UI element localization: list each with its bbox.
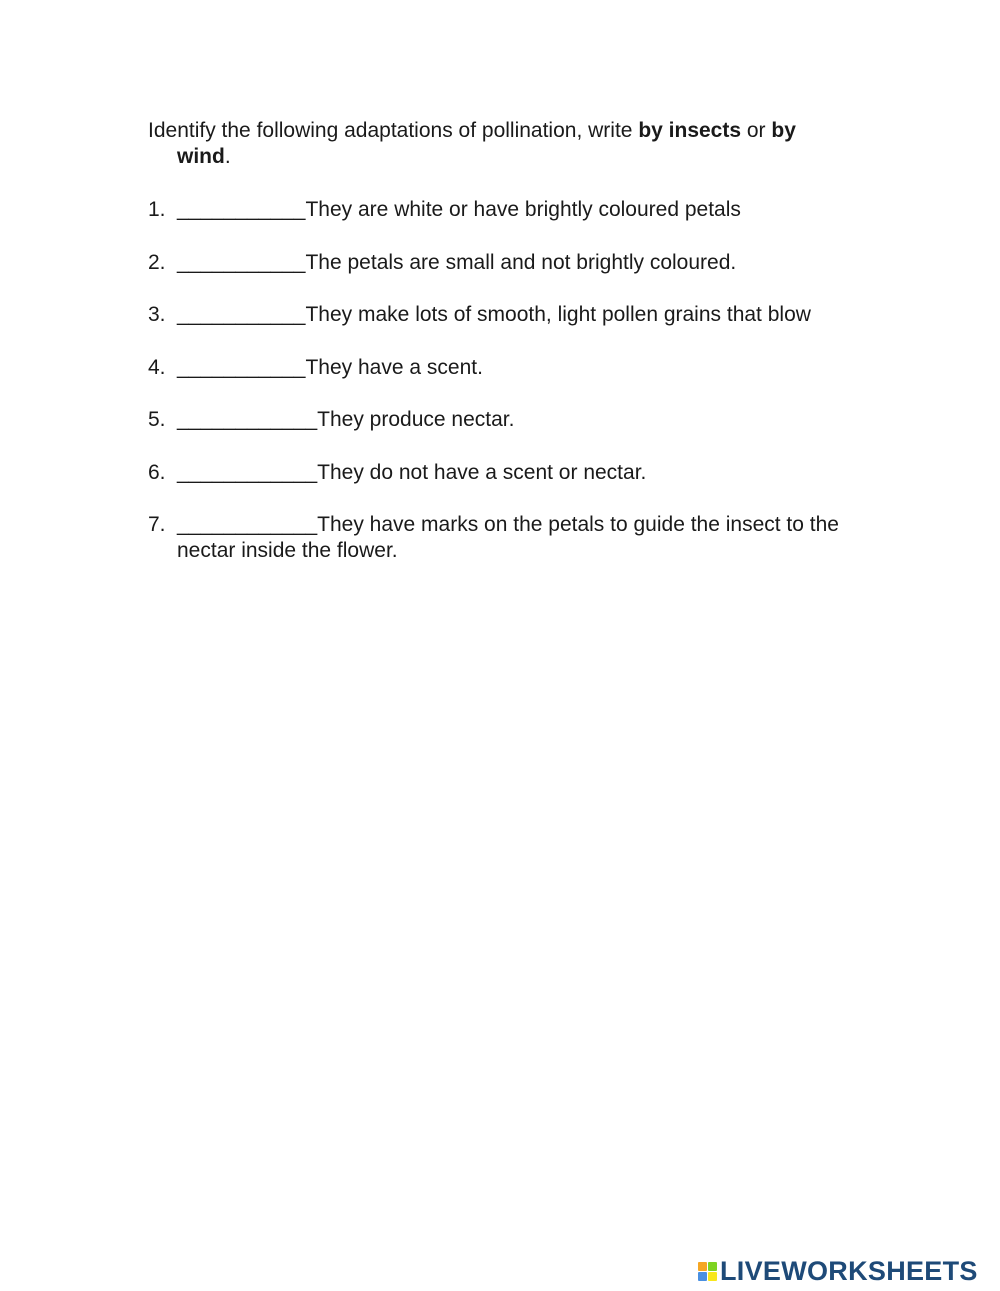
question-number: 7. bbox=[148, 513, 166, 536]
instructions-option-wind-start: by bbox=[771, 119, 796, 142]
answer-blank[interactable]: ___________ bbox=[177, 198, 306, 221]
question-item bbox=[148, 355, 888, 381]
question-number: 6. bbox=[148, 460, 166, 484]
logo-text: LIVEWORKSHEETS bbox=[720, 1255, 978, 1286]
question-text: They make lots of smooth, light pollen grains that blow bbox=[305, 303, 811, 326]
answer-blank[interactable]: ___________ bbox=[177, 303, 306, 326]
logo-block bbox=[708, 1262, 717, 1271]
question-text: They have a scent. bbox=[305, 355, 483, 379]
question-text: They produce nectar. bbox=[317, 408, 515, 431]
answer-blank[interactable]: ___________ bbox=[177, 355, 306, 379]
question-number: 2. bbox=[148, 250, 166, 274]
logo-blocks-icon bbox=[698, 1262, 717, 1281]
question-item bbox=[148, 460, 888, 486]
question-number: 1. bbox=[148, 198, 166, 221]
logo-block bbox=[698, 1262, 707, 1271]
question-number: 3. bbox=[148, 303, 166, 326]
question-item bbox=[148, 407, 888, 433]
question-number: 4. bbox=[148, 355, 166, 379]
instructions-period: . bbox=[224, 145, 231, 168]
question-item bbox=[148, 302, 888, 328]
question-text: The petals are small and not brightly coloured. bbox=[305, 250, 737, 274]
liveworksheets-logo bbox=[698, 1256, 978, 1286]
answer-blank[interactable]: ____________ bbox=[177, 513, 318, 536]
question-item bbox=[148, 512, 888, 564]
answer-blank[interactable]: ____________ bbox=[177, 460, 318, 484]
question-text: They have marks on the petals to guide the insect to the nectar inside the flower. bbox=[177, 513, 839, 562]
instructions-option-insects: by insects bbox=[638, 119, 742, 142]
instructions-option-wind: wind bbox=[177, 145, 225, 168]
question-item bbox=[148, 250, 888, 276]
question-number: 5. bbox=[148, 408, 166, 431]
instructions-text: Identify the following adaptations of pollination, write bbox=[148, 119, 639, 142]
instructions-or: or bbox=[741, 119, 772, 142]
answer-blank[interactable]: ___________ bbox=[177, 250, 306, 274]
question-text: They do not have a scent or nectar. bbox=[317, 460, 647, 484]
instructions bbox=[148, 118, 868, 170]
question-text: They are white or have brightly coloured petals bbox=[305, 198, 741, 221]
logo-block bbox=[698, 1272, 707, 1281]
logo-block bbox=[708, 1272, 717, 1281]
question-item bbox=[148, 197, 888, 223]
answer-blank[interactable]: ____________ bbox=[177, 408, 318, 431]
question-list bbox=[148, 197, 888, 591]
